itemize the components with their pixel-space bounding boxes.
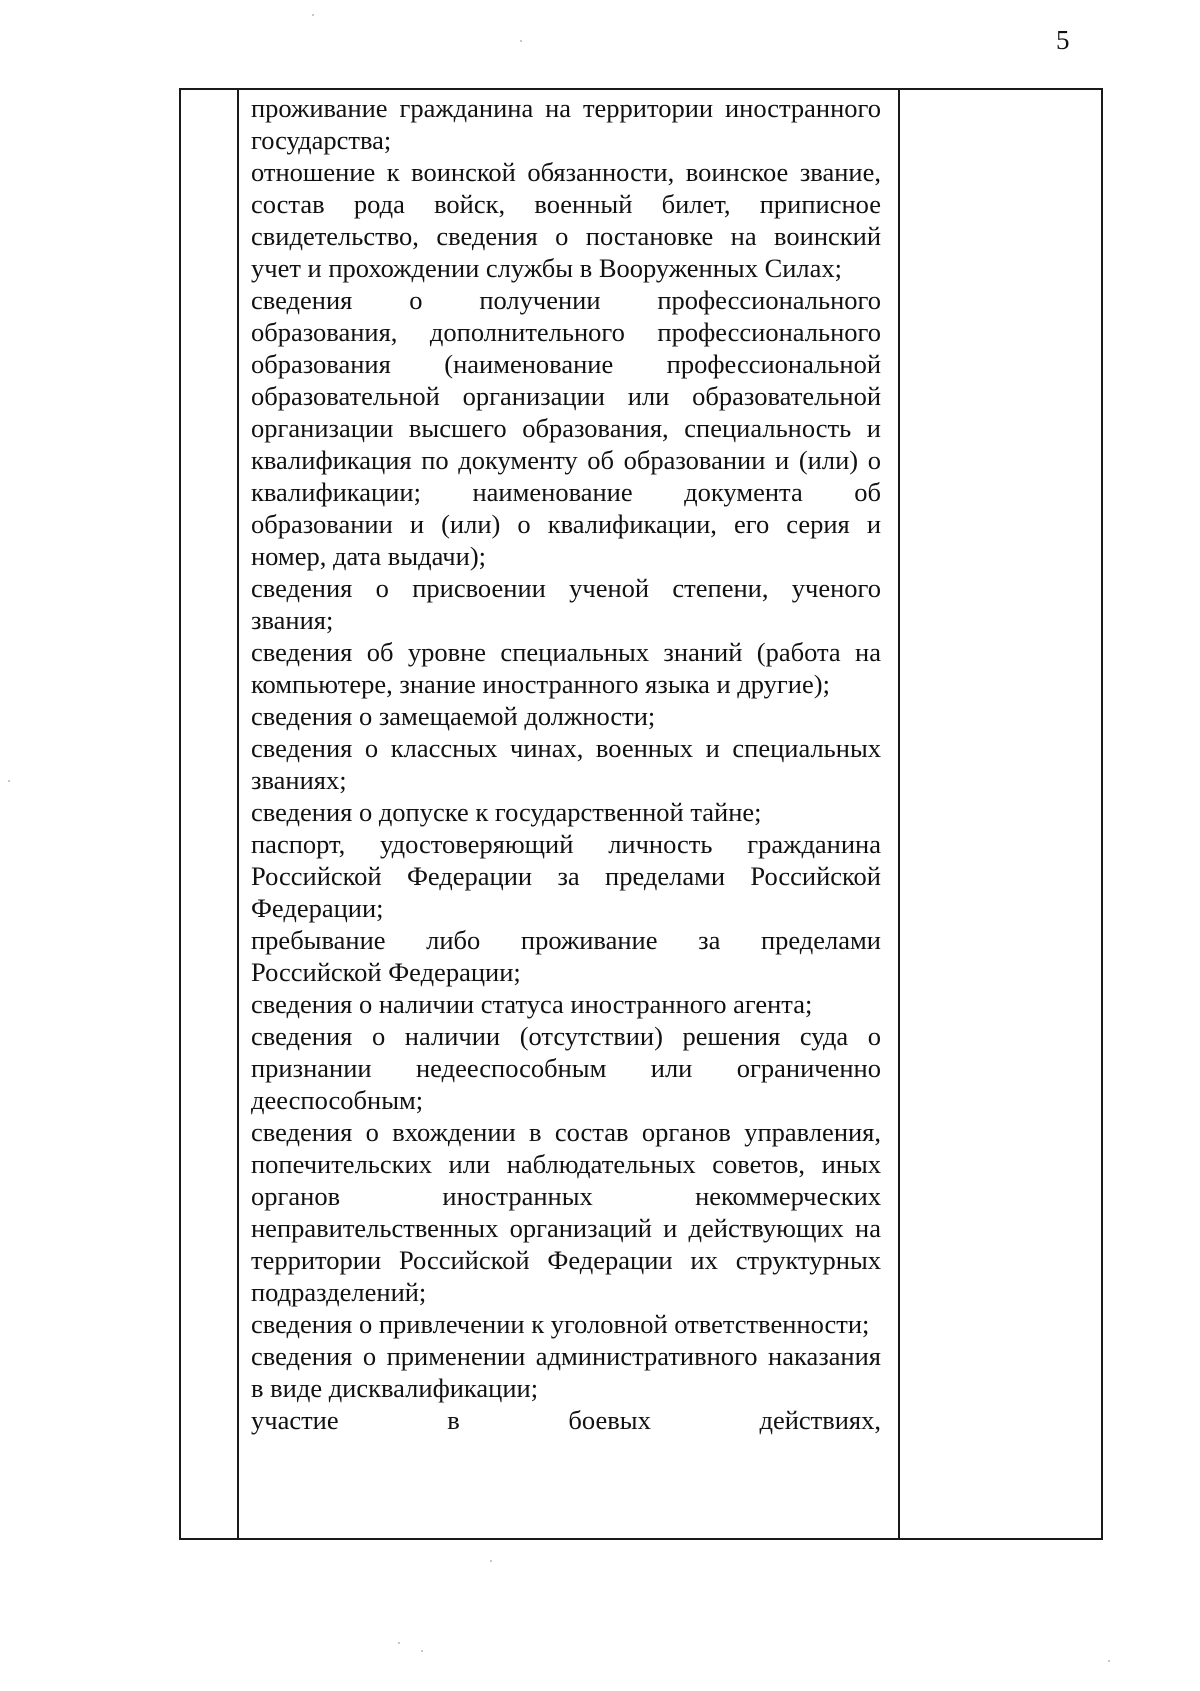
scan-speck xyxy=(398,1642,400,1644)
scan-speck xyxy=(421,1650,423,1652)
list-item-continued: участие в боевых действиях, xyxy=(251,1405,881,1435)
list-item: паспорт, удостоверяющий личность гражданина Российской Федерации за пределами Российской Федерации; xyxy=(251,829,881,923)
list-item: пребывание либо проживание за пределами Российской Федерации; xyxy=(251,925,881,987)
list-item: сведения о классных чинах, военных и специальных званиях; xyxy=(251,733,881,795)
list-item: сведения о привлечении к уголовной ответственности; xyxy=(251,1309,870,1339)
list-item: сведения о наличии (отсутствии) решения суда о признании недееспособным или ограниченно дееспособным; xyxy=(251,1021,881,1115)
list-item: сведения об уровне специальных знаний (работа на компьютере, знание иностранного языка и другие); xyxy=(251,637,881,699)
scan-speck xyxy=(520,40,522,42)
scan-speck xyxy=(312,14,314,16)
document-table xyxy=(179,88,1103,1540)
list-item: сведения о вхождении в состав органов управления, попечительских или наблюдательных советов, иных органов иностранных некоммерческих неправительственных организаций и действующих на территории Российской Федерации их структурных подразделений; xyxy=(251,1117,881,1307)
page-number: 5 xyxy=(1056,25,1070,55)
list-item: сведения о допуске к государственной тайне; xyxy=(251,797,762,827)
scan-speck xyxy=(490,1560,492,1562)
list-item: сведения о присвоении ученой степени, ученого звания; xyxy=(251,573,881,635)
list-item: сведения о замещаемой должности; xyxy=(251,701,656,731)
list-item: сведения о применении административного наказания в виде дисквалификации; xyxy=(251,1341,881,1403)
scan-speck xyxy=(8,780,10,782)
list-item: отношение к воинской обязанности, воинское звание, состав рода войск, военный билет, приписное свидетельство, сведения о постановке на воинский учет и прохождении службы в Вооруженных Силах; xyxy=(251,157,881,283)
table-cell-number xyxy=(181,90,237,1538)
list-item: сведения о наличии статуса иностранного агента; xyxy=(251,989,813,1019)
table-cell-remarks xyxy=(900,90,1101,1538)
list-item: сведения о получении профессионального образования, дополнительного профессионального образования (наименование профессиональной образовательной организации или образовательной организации высшего образования, специальность и квалификация по документу об образовании и (или) о квалификации; наименование документа об образовании и (или) о квалификации, его серия и номер, дата выдачи); xyxy=(251,285,881,571)
table-cell-content xyxy=(251,92,881,1436)
column-divider-left xyxy=(237,90,239,1538)
list-item: проживание гражданина на территории иностранного государства; xyxy=(251,93,881,155)
scan-speck xyxy=(1108,1660,1110,1662)
